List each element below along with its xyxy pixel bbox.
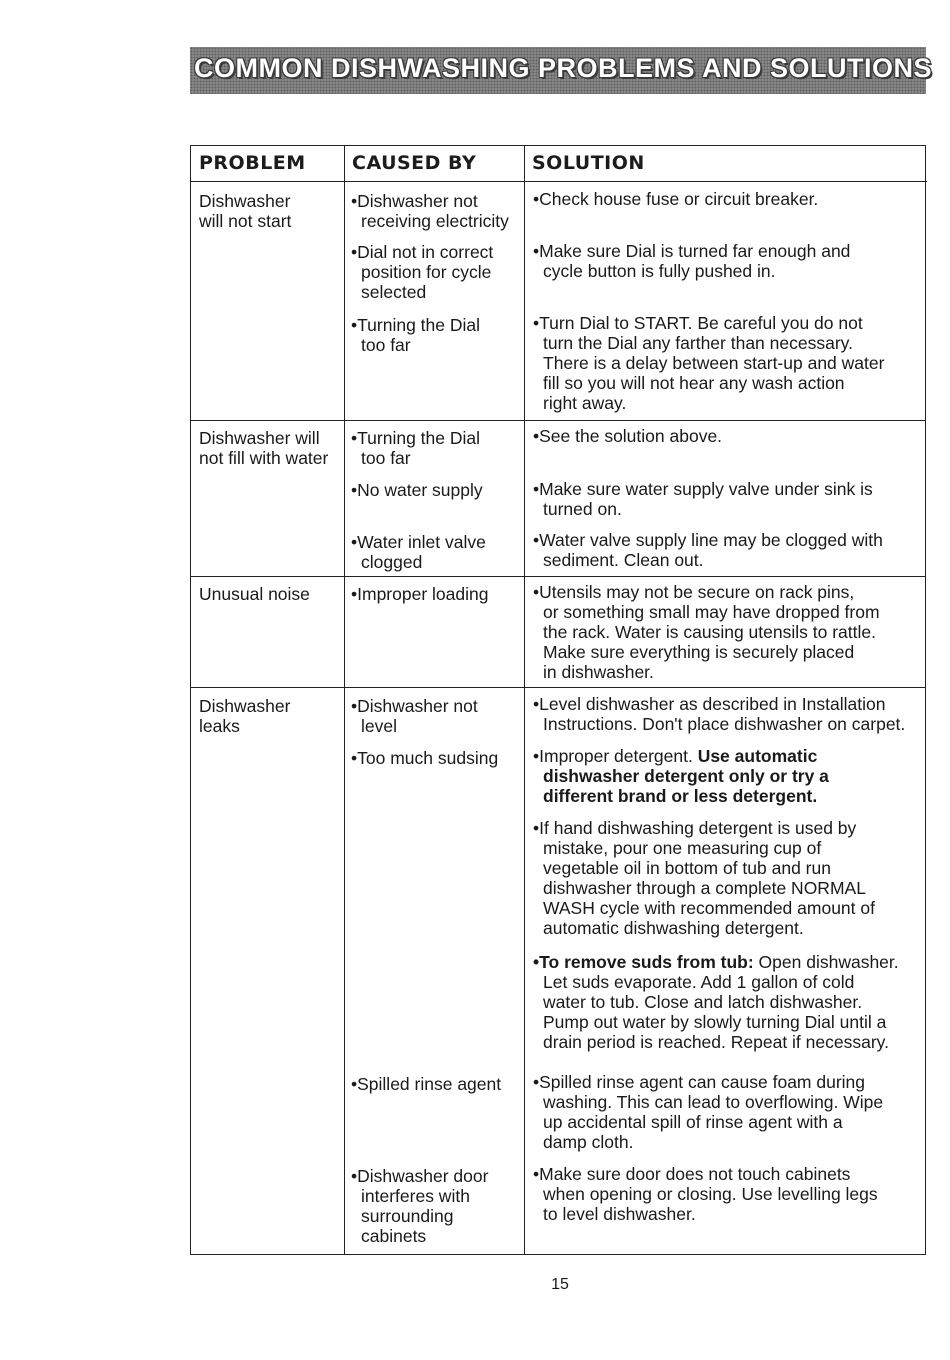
header-solution: SOLUTION [524,146,927,182]
problem-cell: Dishwasher will not start [199,191,292,231]
column-divider [344,146,345,1254]
cause-cell: •Dial not in correct position for cycle selected [351,242,494,302]
row-divider [191,576,925,577]
problem-cell: Unusual noise [199,584,310,604]
cause-cell: •Too much sudsing [351,748,499,768]
solution-cell: •To remove suds from tub: Open dishwasher. Let suds evaporate. Add 1 gallon of cold water to tub. Close and latch dishwasher. Pump out water by slowly turning Dial until a drain period is reached. Repeat if necessary. [533,952,899,1052]
page-number: 15 [551,1276,569,1293]
problem-cell: Dishwasher will not fill with water [199,428,329,468]
cause-cell: •No water supply [351,480,483,500]
cause-cell: •Spilled rinse agent [351,1074,502,1094]
row-divider [191,420,925,421]
solution-cell: •See the solution above. [533,426,723,446]
title-banner [190,47,933,94]
solution-cell: •Utensils may not be secure on rack pins, or something small may have dropped from the rack. Water is causing utensils to rattle. Make sure everything is securely placed in dishwasher. [533,582,880,682]
header-caused-by: CAUSED BY [344,146,524,182]
header-problem: PROBLEM [191,146,344,182]
cause-cell: •Dishwasher not receiving electricity [351,191,509,231]
row-divider [191,687,925,688]
cause-cell: •Dishwasher door interferes with surrounding cabinets [351,1166,489,1246]
cause-cell: •Dishwasher not level [351,696,478,736]
solution-cell: •Level dishwasher as described in Installation Instructions. Don't place dishwasher on carpet. [533,694,906,734]
solution-cell: •Turn Dial to START. Be careful you do not turn the Dial any farther than necessary. There is a delay between start-up and water fill so you will not hear any wash action right away. [533,313,885,413]
cause-cell: •Turning the Dial too far [351,315,481,355]
solution-cell: •Make sure water supply valve under sink is turned on. [533,479,873,519]
solution-cell: •Make sure door does not touch cabinets when opening or closing. Use levelling legs to level dishwasher. [533,1164,878,1224]
solution-cell: •Make sure Dial is turned far enough and cycle button is fully pushed in. [533,241,851,281]
solution-cell: •Check house fuse or circuit breaker. [533,189,819,209]
cause-cell: •Turning the Dial too far [351,428,481,468]
troubleshooting-table [190,145,926,1255]
solution-cell: •If hand dishwashing detergent is used by mistake, pour one measuring cup of vegetable oil in bottom of tub and run dishwasher through a complete NORMAL WASH cycle with recommended amount of automatic dishwashing detergent. [533,818,875,938]
cause-cell: •Water inlet valve clogged [351,532,486,572]
problem-cell: Dishwasher leaks [199,696,291,736]
page-title: COMMON DISHWASHING PROBLEMS AND SOLUTIONS [194,53,933,83]
solution-cell: •Improper detergent. Use automatic dishwasher detergent only or try a different brand or less detergent. [533,746,829,806]
cause-cell: •Improper loading [351,584,489,604]
solution-cell: •Water valve supply line may be clogged with sediment. Clean out. [533,530,883,570]
solution-cell: •Spilled rinse agent can cause foam during washing. This can lead to overflowing. Wipe up accidental spill of rinse agent with a damp cloth. [533,1072,884,1152]
